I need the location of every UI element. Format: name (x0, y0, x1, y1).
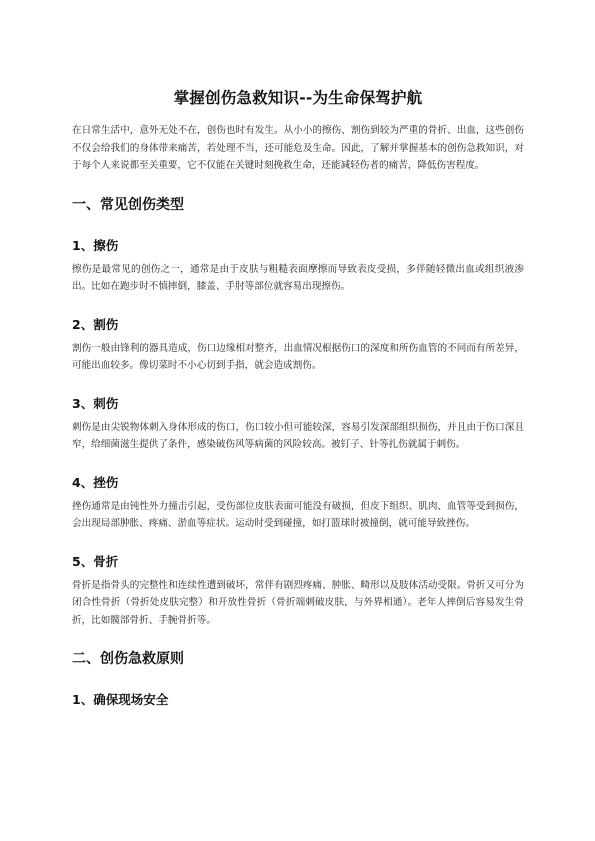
paragraph-cut: 割伤一般由锋利的器具造成，伤口边缘相对整齐，出血情况根据伤口的深度和所伤血管的不同而有所差异，可能出血较多。像切菜时不小心切到手指，就会造成割伤。 (72, 342, 524, 371)
document-body (72, 88, 524, 715)
paragraph-abrasion: 擦伤是最常见的创伤之一，通常是由于皮肤与粗糙表面摩擦而导致表皮受损，多伴随轻微出血或组织液渗出。比如在跑步时不慎摔倒，膝盖、手肘等部位就容易出现擦伤。 (72, 263, 524, 292)
subsection-heading-contusion: 4、挫伤 (72, 474, 119, 490)
document-title: 掌握创伤急救知识--为生命保驾护航 (173, 89, 423, 107)
subsection-heading-fracture: 5、骨折 (72, 553, 119, 569)
subsection-heading-abrasion: 1、擦伤 (72, 237, 119, 253)
section-heading-common-wound-types: 一、常见创伤类型 (72, 196, 184, 213)
paragraph-puncture: 刺伤是由尖锐物体刺入身体形成的伤口，伤口较小但可能较深，容易引发深部组织损伤，并且由于伤口深且窄，给细菌滋生提供了条件，感染破伤风等病菌的风险较高。被钉子、针等扎伤就属于刺伤。 (72, 421, 524, 450)
paragraph-fracture: 骨折是指骨头的完整性和连续性遭到破坏，常伴有剧烈疼痛、肿胀、畸形以及肢体活动受限。骨折又可分为闭合性骨折（骨折处皮肤完整）和开放性骨折（骨折端刺破皮肤，与外界相通）。老年人摔倒后容易发生骨折，比如髋部骨折、手腕骨折等。 (72, 579, 524, 626)
paragraph-contusion: 挫伤通常是由钝性外力撞击引起，受伤部位皮肤表面可能没有破损，但皮下组织、肌肉、血管等受到损伤，会出现局部肿胀、疼痛、淤血等症状。运动时受到碰撞，如打篮球时被撞倒，就可能导致挫伤。 (72, 500, 524, 529)
subsection-heading-cut: 2、割伤 (72, 316, 119, 332)
subsection-heading-puncture: 3、刺伤 (72, 395, 119, 411)
intro-paragraph: 在日常生活中，意外无处不在，创伤也时有发生。从小小的擦伤、割伤到较为严重的骨折、出血，这些创伤不仅会给我们的身体带来痛苦，若处理不当，还可能危及生命。因此，了解并掌握基本的创伤急救知识，对于每个人来说都至关重要，它不仅能在关键时刻挽救生命，还能减轻伤者的痛苦，降低伤害程度。 (72, 125, 524, 171)
section-heading-first-aid-principles: 二、创伤急救原则 (72, 651, 184, 667)
subsection-heading-ensure-scene-safety: 1、确保现场安全 (72, 692, 169, 707)
